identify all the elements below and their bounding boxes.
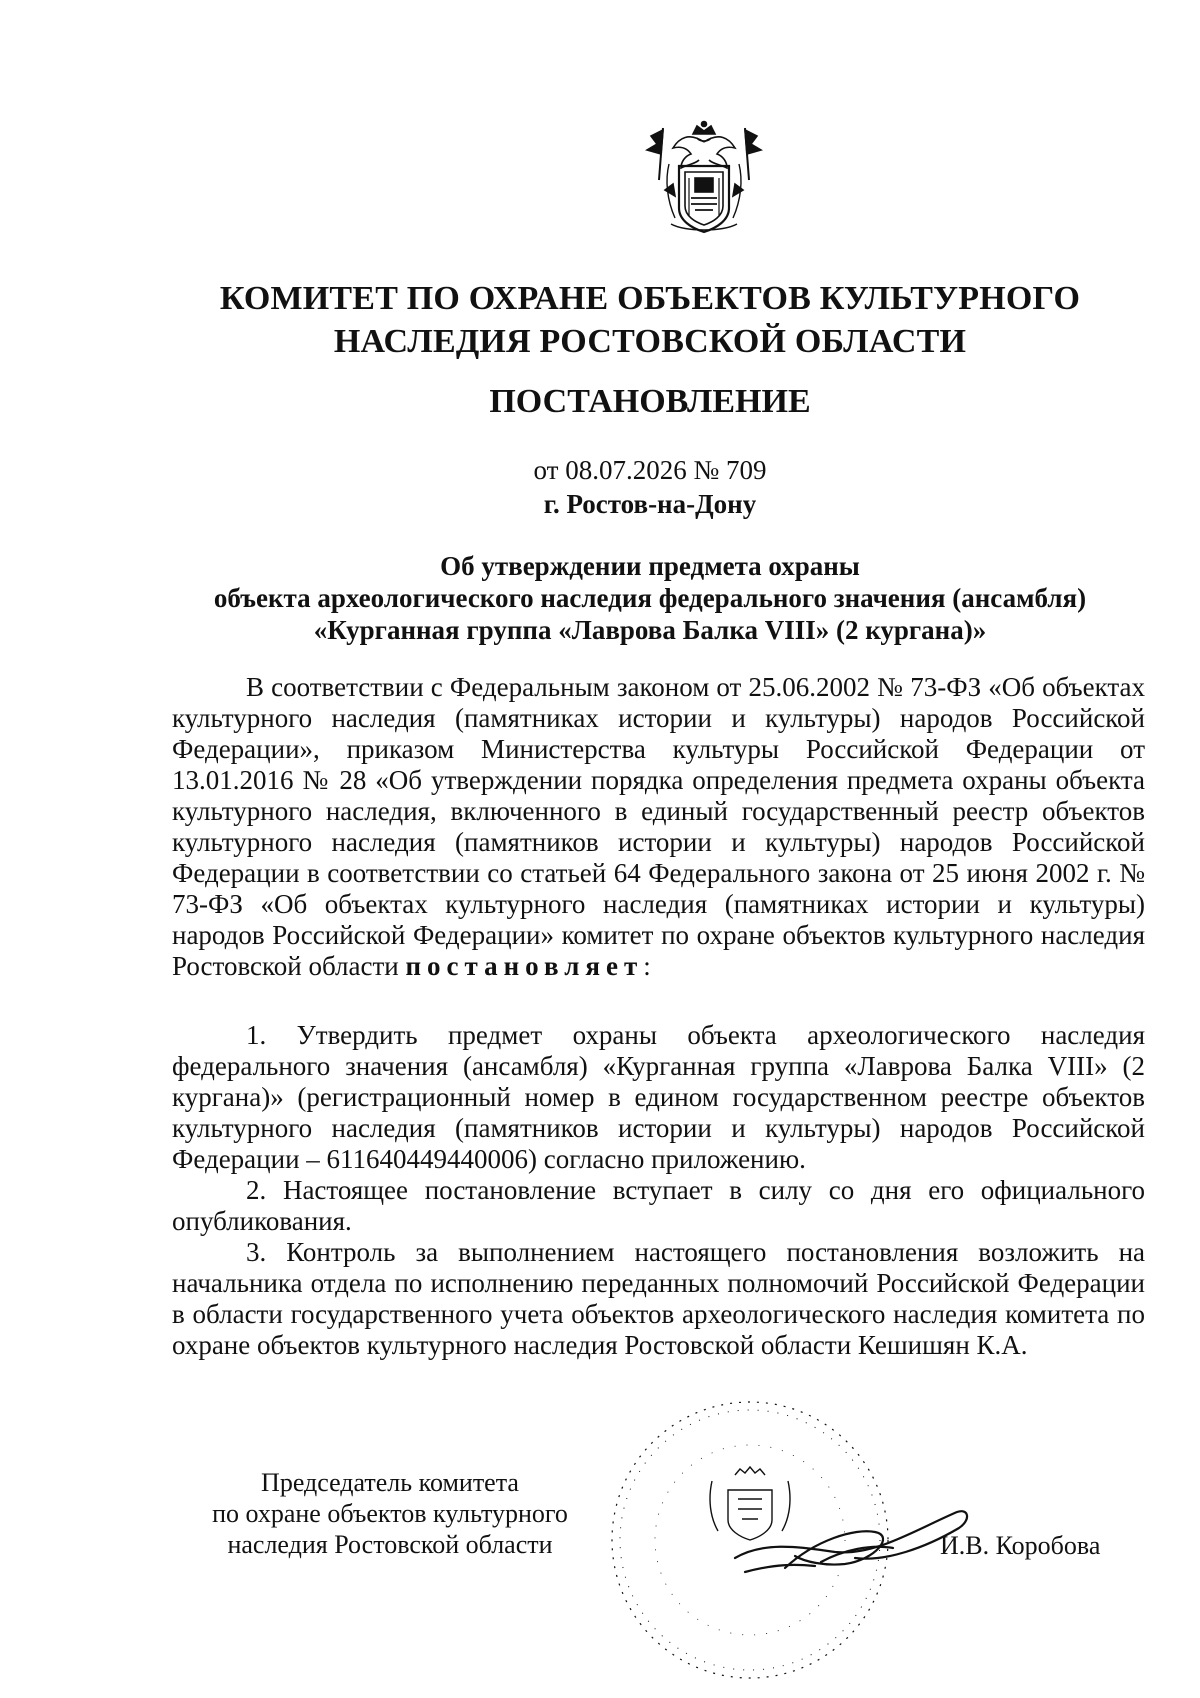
signatory-position-line-3: наследия Ростовской области bbox=[227, 1530, 553, 1559]
organization-title-line-2: НАСЛЕДИЯ РОСТОВСКОЙ ОБЛАСТИ bbox=[333, 323, 967, 360]
preamble-text: В соответствии с Федеральным законом от 25.06.2002 № 73-ФЗ «Об объектах культурного наследия (памятниках истории и культуры) народов Российской Федерации», приказом Министерства культуры Российской Федерации от 13.01.2016 № 28 «Об утверждении порядка определения предмета охраны объекта культурного наследия, включенного в единый государственный реестр объектов культурного наследия (памятников истории и культуры) народов Российской Федерации в соответствии со статьей 64 Федерального закона от 25 июня 2002 г. № 73-ФЗ «Об объектах культурного наследия (памятниках истории и культуры) народов Российской Федерации» комитет по охране объектов культурного наследия Ростовской области bbox=[172, 672, 1145, 981]
subject-line-2: объекта археологического наследия федерального значения (ансамбля) bbox=[213, 583, 1087, 613]
decision-item-2: 2. Настоящее постановление вступает в силу со дня его официального опубликования. bbox=[172, 1175, 1145, 1236]
resolves-keyword: постановляет bbox=[405, 951, 644, 981]
decision-item-3: 3. Контроль за выполнением настоящего постановления возложить на начальника отдела по исполнению переданных полномочий Российской Федерации в области государственного учета объектов археологического наследия комитета по охране объектов культурного наследия Ростовской области Кешишян К.А. bbox=[172, 1237, 1145, 1360]
subject-line-3: «Курганная группа «Лаврова Балка VIII» (2 кургана)» bbox=[313, 615, 987, 645]
coat-of-arms-icon bbox=[645, 120, 763, 236]
signatory-position-line-2: по охране объектов культурного bbox=[212, 1499, 568, 1528]
organization-title bbox=[150, 277, 1150, 363]
document-subject bbox=[150, 550, 1150, 646]
document-body bbox=[172, 672, 1145, 1361]
organization-title-line-1: КОМИТЕТ ПО ОХРАНЕ ОБЪЕКТОВ КУЛЬТУРНОГО bbox=[219, 280, 1081, 317]
signatory-position bbox=[180, 1467, 600, 1560]
document-date-number: от 08.07.2026 № 709 bbox=[533, 455, 767, 485]
paragraph-gap bbox=[172, 982, 1145, 1020]
signatory-position-line-1: Председатель комитета bbox=[261, 1468, 519, 1497]
resolves-suffix: : bbox=[643, 951, 651, 981]
decision-item-1: 1. Утвердить предмет охраны объекта археологического наследия федерального значения (ансамбля) «Курганная группа «Лаврова Балка VIII» (2 кургана)» (регистрационный номер в едином государственном реестре объектов культурного наследия (памятников истории и культуры) народов Российской Федерации – 611640449440006) согласно приложению. bbox=[172, 1020, 1145, 1174]
preamble-paragraph bbox=[172, 672, 1145, 982]
decision-items bbox=[172, 1020, 1145, 1361]
signatory-name: И.В. Коробова bbox=[940, 1531, 1101, 1560]
document-type: ПОСТАНОВЛЕНИЕ bbox=[489, 383, 811, 420]
subject-line-1: Об утверждении предмета охраны bbox=[440, 551, 860, 581]
document-city: г. Ростов-на-Дону bbox=[543, 489, 757, 519]
handwritten-signature-icon bbox=[725, 1500, 975, 1590]
